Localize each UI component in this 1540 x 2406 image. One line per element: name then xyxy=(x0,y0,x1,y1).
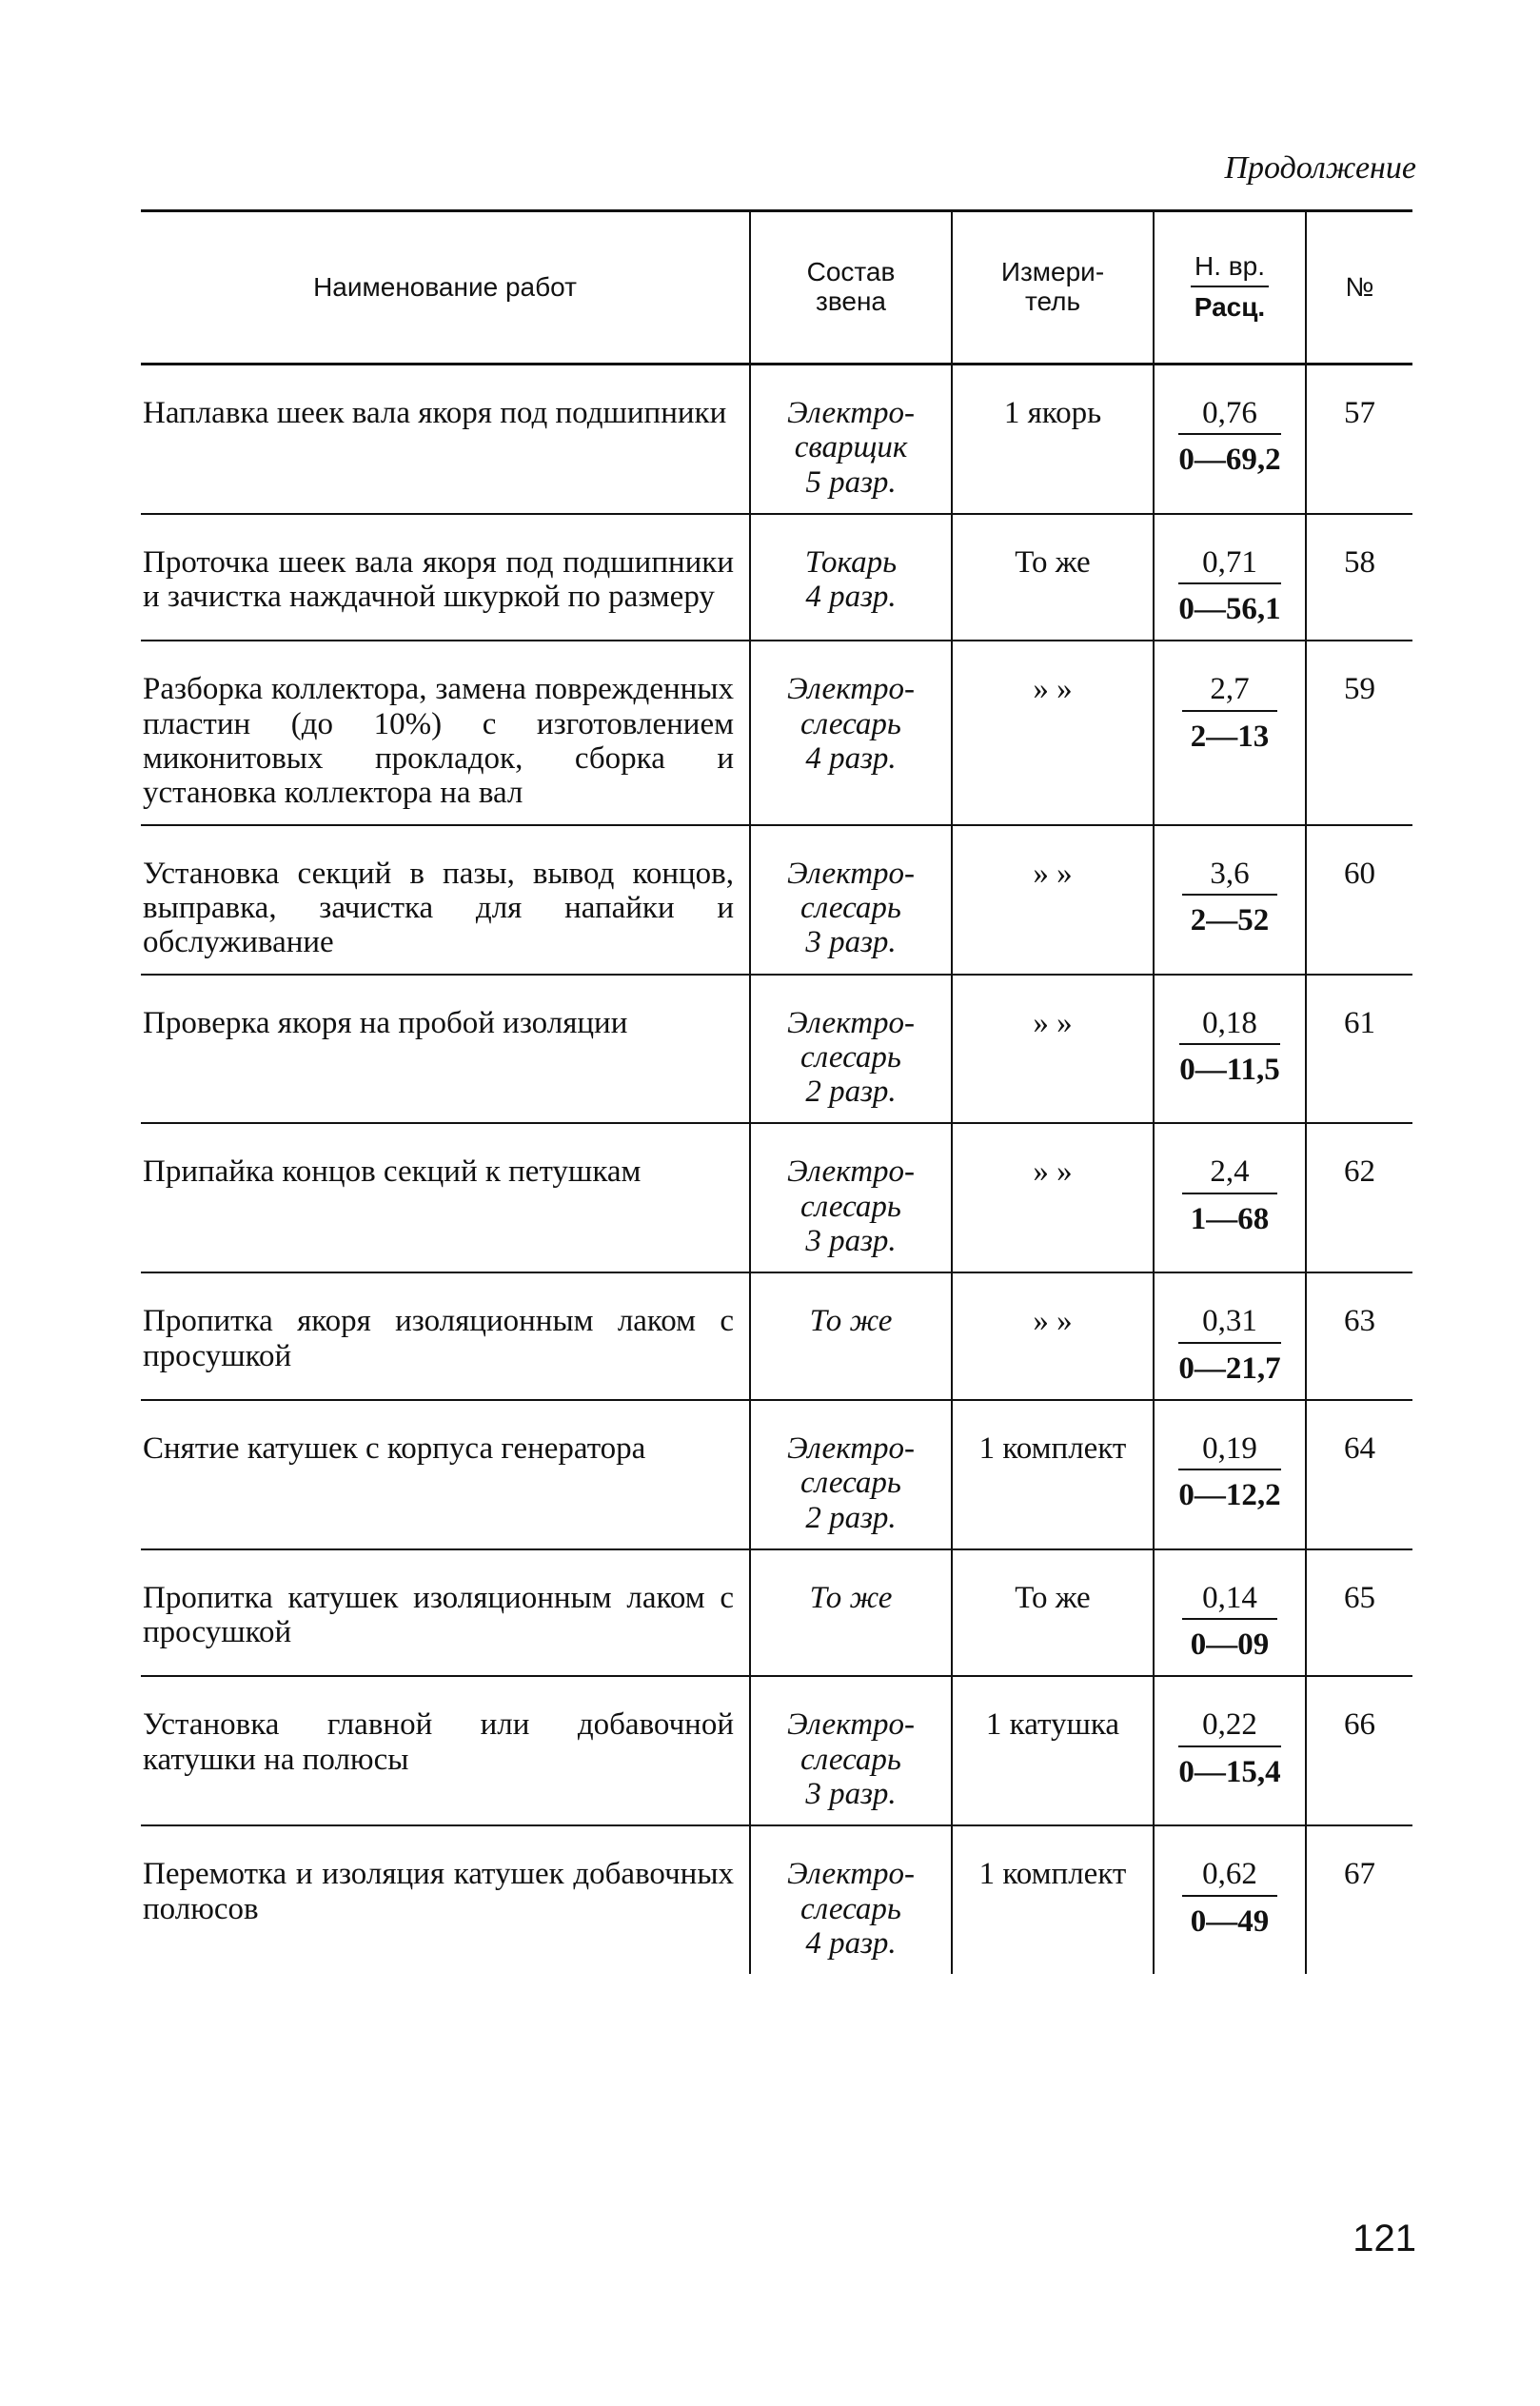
row-number: 60 xyxy=(1306,825,1412,975)
time-norm: 2,7 xyxy=(1182,672,1277,711)
crew-cell xyxy=(750,514,952,641)
meter-cell: 1 комплект xyxy=(952,1825,1154,1974)
work-name: Разборка коллектора, замена поврежденных пластин (до 10%) с изготовлением миконитовых прокладок, сборка и установка коллектора на вал xyxy=(141,641,750,824)
crew-line: 4 разр. xyxy=(805,741,897,777)
norm-cell xyxy=(1154,365,1306,514)
norm-fraction xyxy=(1179,1006,1279,1088)
meter-cell: » » xyxy=(952,641,1154,824)
crew-line: Электро- xyxy=(786,1707,916,1743)
crew-line: слесарь xyxy=(800,706,901,741)
meter-cell: 1 якорь xyxy=(952,365,1154,514)
work-name: Установка секций в пазы, вывод концов, выправка, зачистка для напайки и обслуживание xyxy=(141,825,750,975)
header-meter xyxy=(952,211,1154,365)
time-norm: 0,71 xyxy=(1178,545,1280,584)
crew-line: слесарь xyxy=(800,1466,901,1501)
time-norm: 0,14 xyxy=(1182,1581,1277,1620)
table-row xyxy=(141,365,1412,514)
time-norm: 0,19 xyxy=(1178,1431,1280,1470)
work-name: Установка главной или добавочной катушки на полюсы xyxy=(141,1676,750,1825)
meter-cell: » » xyxy=(952,825,1154,975)
crew-line: 4 разр. xyxy=(805,580,897,615)
time-norm: 0,18 xyxy=(1179,1006,1279,1045)
header-norm-rate: Расц. xyxy=(1194,292,1266,322)
crew-cell xyxy=(750,1123,952,1272)
crew-line: 3 разр. xyxy=(805,1224,897,1259)
time-norm: 0,76 xyxy=(1178,396,1280,435)
norm-fraction xyxy=(1178,1431,1280,1513)
meter-cell: » » xyxy=(952,1272,1154,1400)
table-header-row xyxy=(141,211,1412,365)
norm-cell xyxy=(1154,1272,1306,1400)
crew-line: 3 разр. xyxy=(805,925,897,960)
norm-cell xyxy=(1154,825,1306,975)
crew-line: Электро- xyxy=(786,672,916,707)
crew-line: слесарь xyxy=(800,890,901,925)
header-crew-line: Состав xyxy=(806,257,896,287)
crew-line: 3 разр. xyxy=(805,1777,897,1812)
crew-line: Электро- xyxy=(786,1154,916,1190)
crew-cell xyxy=(750,1825,952,1974)
page-number: 121 xyxy=(1352,2218,1416,2259)
crew-cell xyxy=(750,1400,952,1549)
row-number: 65 xyxy=(1306,1549,1412,1677)
crew-cell xyxy=(750,1549,952,1677)
rate: 0—09 xyxy=(1190,1627,1270,1663)
crew-line: слесарь xyxy=(800,1039,901,1075)
row-number: 66 xyxy=(1306,1676,1412,1825)
rate: 0—69,2 xyxy=(1178,443,1281,478)
continuation-label: Продолжение xyxy=(1224,150,1416,186)
rate: 0—11,5 xyxy=(1179,1052,1280,1087)
header-norm-time: Н. вр. xyxy=(1191,252,1269,287)
norm-fraction xyxy=(1182,1857,1277,1939)
meter-cell: 1 комплект xyxy=(952,1400,1154,1549)
table-row xyxy=(141,1549,1412,1677)
crew-line: 5 разр. xyxy=(805,464,897,500)
crew-cell xyxy=(750,1676,952,1825)
table-row xyxy=(141,1825,1412,1974)
meter-cell: То же xyxy=(952,1549,1154,1677)
crew-line: слесарь xyxy=(800,1742,901,1777)
time-norm: 2,4 xyxy=(1182,1154,1277,1193)
row-number: 57 xyxy=(1306,365,1412,514)
norm-cell xyxy=(1154,975,1306,1124)
row-number: 67 xyxy=(1306,1825,1412,1974)
work-name: Проточка шеек вала якоря под подшипники и зачистка наждачной шкуркой по размеру xyxy=(141,514,750,641)
norm-fraction xyxy=(1182,672,1277,754)
row-number: 58 xyxy=(1306,514,1412,641)
row-number: 61 xyxy=(1306,975,1412,1124)
table-row xyxy=(141,514,1412,641)
meter-cell: » » xyxy=(952,1123,1154,1272)
row-number: 63 xyxy=(1306,1272,1412,1400)
crew-line: слесарь xyxy=(800,1189,901,1224)
rate: 0—12,2 xyxy=(1178,1478,1281,1513)
crew-line: То же xyxy=(809,1580,893,1615)
work-name: Пропитка катушек изоляционным лаком с просушкой xyxy=(141,1549,750,1677)
row-number: 59 xyxy=(1306,641,1412,824)
time-norm: 0,62 xyxy=(1182,1857,1277,1896)
header-norm xyxy=(1154,211,1306,365)
norm-cell xyxy=(1154,1825,1306,1974)
crew-cell xyxy=(750,975,952,1124)
crew-line: 2 разр. xyxy=(805,1075,897,1110)
time-norm: 0,31 xyxy=(1178,1304,1280,1343)
header-crew-line: звена xyxy=(815,286,886,316)
header-work-name: Наименование работ xyxy=(141,211,750,365)
crew-line: 4 разр. xyxy=(805,1925,897,1961)
row-number: 64 xyxy=(1306,1400,1412,1549)
meter-cell: 1 катушка xyxy=(952,1676,1154,1825)
crew-line: Электро- xyxy=(786,1430,916,1466)
norm-cell xyxy=(1154,1676,1306,1825)
crew-line: слесарь xyxy=(800,1891,901,1926)
meter-cell: То же xyxy=(952,514,1154,641)
header-meter-line: Измери- xyxy=(1000,257,1105,287)
norm-fraction xyxy=(1178,1304,1280,1386)
table-row xyxy=(141,975,1412,1124)
crew-line: Электро- xyxy=(786,396,916,430)
crew-line: Электро- xyxy=(786,1005,916,1040)
work-norms-table xyxy=(141,209,1412,1974)
norm-fraction xyxy=(1182,1581,1277,1663)
rate: 0—49 xyxy=(1190,1903,1270,1939)
crew-line: Токарь xyxy=(804,544,898,580)
norm-cell xyxy=(1154,1400,1306,1549)
header-norm-fraction xyxy=(1191,252,1269,323)
work-name: Проверка якоря на пробой изоляции xyxy=(141,975,750,1124)
crew-line: 2 разр. xyxy=(805,1500,897,1535)
table-row xyxy=(141,1400,1412,1549)
norm-fraction xyxy=(1182,1154,1277,1236)
table-row xyxy=(141,641,1412,824)
table-row xyxy=(141,825,1412,975)
rate: 2—13 xyxy=(1190,719,1270,754)
work-name: Припайка концов секций к петушкам xyxy=(141,1123,750,1272)
work-name: Пропитка якоря изоляционным лаком с просушкой xyxy=(141,1272,750,1400)
work-name: Наплавка шеек вала якоря под подшипники xyxy=(143,396,727,430)
table-row xyxy=(141,1676,1412,1825)
norm-cell xyxy=(1154,1123,1306,1272)
rate: 1—68 xyxy=(1190,1201,1270,1236)
norm-cell xyxy=(1154,641,1306,824)
header-crew xyxy=(750,211,952,365)
crew-cell xyxy=(750,825,952,975)
norm-cell xyxy=(1154,514,1306,641)
time-norm: 3,6 xyxy=(1182,857,1277,896)
row-number: 62 xyxy=(1306,1123,1412,1272)
norm-fraction xyxy=(1178,545,1280,627)
crew-cell xyxy=(750,641,952,824)
rate: 0—15,4 xyxy=(1178,1754,1281,1789)
rate: 0—21,7 xyxy=(1178,1351,1281,1386)
work-name: Перемотка и изоляция катушек добавочных полюсов xyxy=(141,1825,750,1974)
rate: 0—56,1 xyxy=(1178,592,1281,627)
table-row xyxy=(141,1123,1412,1272)
norm-fraction xyxy=(1178,1707,1280,1789)
table-row xyxy=(141,1272,1412,1400)
norm-cell xyxy=(1154,1549,1306,1677)
norm-fraction xyxy=(1178,396,1280,478)
crew-line: То же xyxy=(809,1304,893,1339)
time-norm: 0,22 xyxy=(1178,1707,1280,1746)
rate: 2—52 xyxy=(1190,902,1270,937)
crew-line: Электро- xyxy=(786,1857,916,1892)
norm-fraction xyxy=(1182,857,1277,938)
crew-cell xyxy=(750,365,952,514)
meter-cell: » » xyxy=(952,975,1154,1124)
crew-cell xyxy=(750,1272,952,1400)
header-number: № xyxy=(1306,211,1412,365)
crew-line: сварщик xyxy=(794,430,908,465)
header-meter-line: тель xyxy=(1024,286,1081,316)
crew-line: Электро- xyxy=(786,856,916,891)
work-name: Снятие катушек с корпуса генератора xyxy=(141,1400,750,1549)
